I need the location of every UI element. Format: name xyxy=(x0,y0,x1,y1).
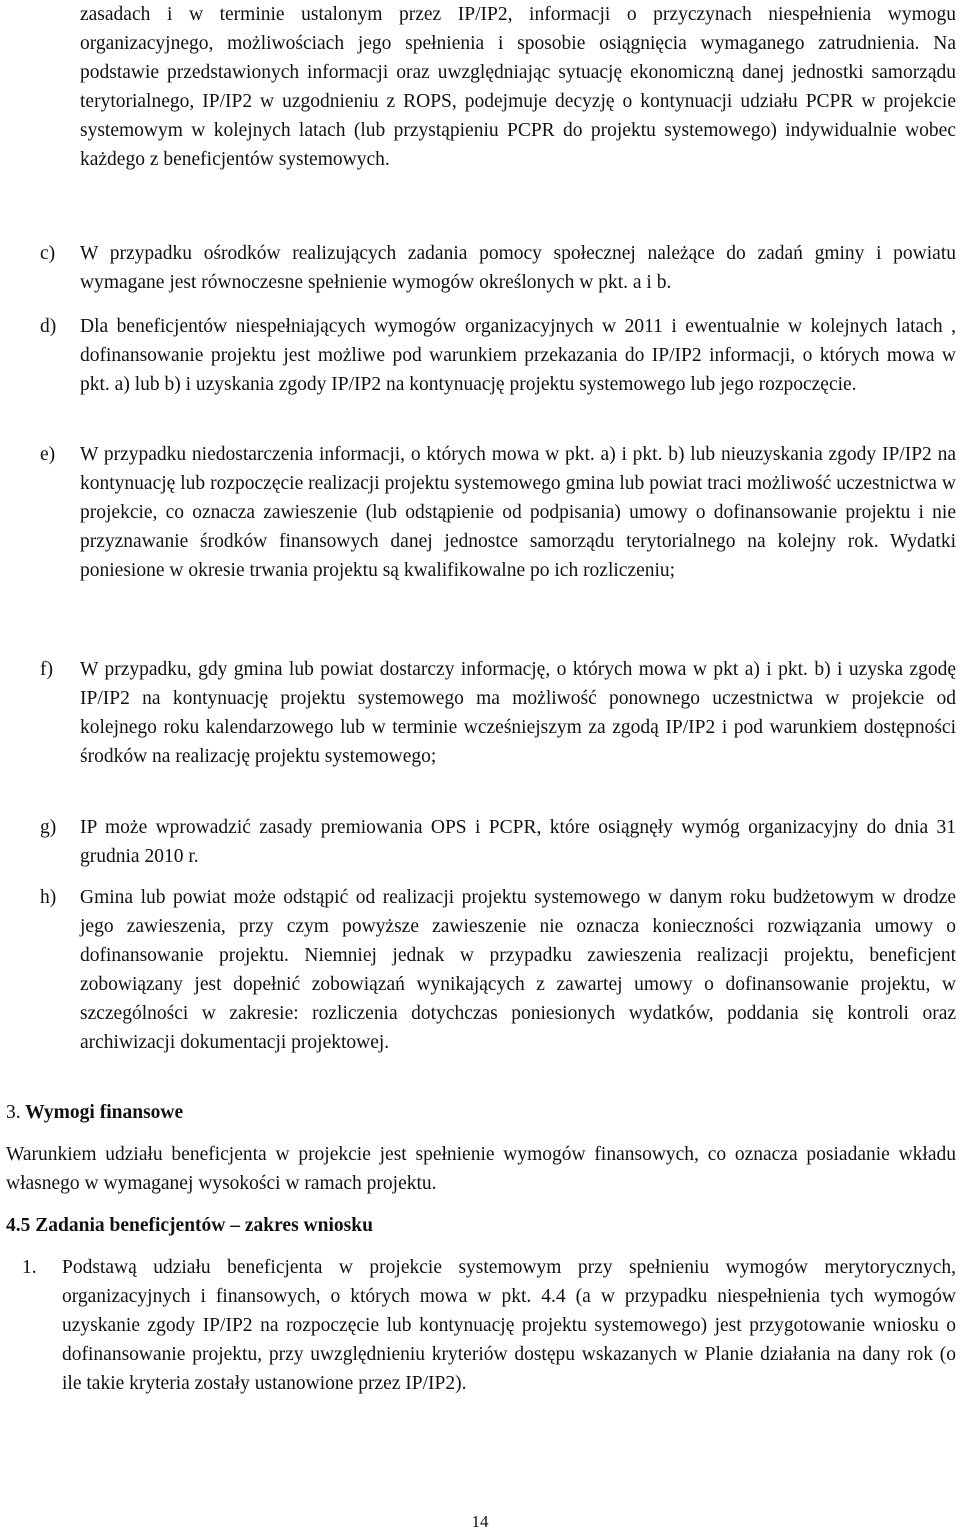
section-3-heading xyxy=(6,1098,183,1127)
continuation-paragraph: zasadach i w terminie ustalonym przez IP/IP2, informacji o przyczynach niespełnienia wymogu organizacyjnego, możliwościach jego spełnienia i sposobie osiągnięcia wymaganego zatrudnienia. Na podstawie przedstawionych informacji oraz uwzględniając sytuację ekonomiczną danej jednostki samorządu terytorialnego, IP/IP2 w uzgodnieniu z ROPS, podejmuje decyzję o kontynuacji udziału PCPR w projekcie systemowym w kolejnych latach (lub przystąpieniu PCPR do projektu systemowego) indywidualnie wobec każdego z beneficjentów systemowych. xyxy=(80,4,956,170)
section-4-5-heading: 4.5 Zadania beneficjentów – zakres wniosku xyxy=(6,1215,373,1236)
page-number: 14 xyxy=(471,1512,489,1531)
list-marker: g) xyxy=(40,817,57,838)
list-item-text: Gmina lub powiat może odstąpić od realizacji projektu systemowego w danym roku budżetowym w drodze jego zawieszenia, przy czym powyższe zawieszenie nie oznacza konieczności rozwiązania umowy o dofinansowanie projektu. Niemniej jednak w przypadku zawieszenia realizacji projektu, beneficjent zobowiązany jest dopełnić zobowiązań wynikających z zawartej umowy o dofinansowanie projektu, w szczególności w zakresie: rozliczenia dotychczas poniesionych wydatków, poddania się kontroli oraz archiwizacji dokumentacji projektowej. xyxy=(80,887,956,1053)
section-number: 3. xyxy=(6,1102,21,1123)
list-marker: 1. xyxy=(22,1257,37,1278)
list-item-text: W przypadku niedostarczenia informacji, o których mowa w pkt. a) i pkt. b) lub nieuzyskania zgody IP/IP2 na kontynuację lub rozpoczęcie realizacji projektu systemowego gmina lub powiat traci możliwość uczestnictwa w projekcie, co oznacza zawieszenie (lub odstąpienie od podpisania) umowy o dofinansowanie projektu i nie przyznawanie środków finansowych danej jednostce samorządu terytorialnego na kolejny rok. Wydatki poniesione w okresie trwania projektu są kwalifikowalne po ich rozliczeniu; xyxy=(80,444,956,581)
section-3-paragraph: Warunkiem udziału beneficjenta w projekcie jest spełnienie wymogów finansowych, co oznacza posiadanie wkładu własnego w wymaganej wysokości w ramach projektu. xyxy=(6,1144,956,1194)
list-marker: h) xyxy=(40,887,57,908)
list-marker: e) xyxy=(40,444,56,465)
list-marker: c) xyxy=(40,243,56,264)
list-item-text: Podstawą udziału beneficjenta w projekcie systemowym przy spełnieniu wymogów merytorycznych, organizacyjnych i finansowych, o których mowa w pkt. 4.4 (a w przypadku niespełnienia tych wymogów uzyskanie zgody IP/IP2 na rozpoczęcie lub kontynuację projektu systemowego) jest przygotowanie wniosku o dofinansowanie projektu, przy uwzględnieniu kryteriów dostępu wskazanych w Planie działania na dany rok (o ile takie kryteria zostały ustanowione przez IP/IP2). xyxy=(62,1257,956,1394)
list-item-text: IP może wprowadzić zasady premiowania OPS i PCPR, które osiągnęły wymóg organizacyjny do dnia 31 grudnia 2010 r. xyxy=(80,817,956,867)
list-marker: f) xyxy=(40,659,53,680)
list-marker: d) xyxy=(40,316,57,337)
section-title: Wymogi finansowe xyxy=(25,1102,184,1123)
list-item-text: Dla beneficjentów niespełniających wymogów organizacyjnych w 2011 i ewentualnie w kolejnych latach , dofinansowanie projektu jest możliwe pod warunkiem przekazania do IP/IP2 informacji, o których mowa w pkt. a) lub b) i uzyskania zgody IP/IP2 na kontynuację projektu systemowego lub jego rozpoczęcie. xyxy=(80,316,956,395)
list-item-text: W przypadku ośrodków realizujących zadania pomocy społecznej należące do zadań gminy i powiatu wymagane jest równoczesne spełnienie wymogów określonych w pkt. a i b. xyxy=(80,243,956,293)
list-item-text: W przypadku, gdy gmina lub powiat dostarczy informację, o których mowa w pkt a) i pkt. b) i uzyska zgodę IP/IP2 na kontynuację projektu systemowego ma możliwość ponownego uczestnictwa w projekcie od kolejnego roku kalendarzowego lub w terminie wcześniejszym za zgodą IP/IP2 i pod warunkiem dostępności środków na realizację projektu systemowego; xyxy=(80,659,956,767)
